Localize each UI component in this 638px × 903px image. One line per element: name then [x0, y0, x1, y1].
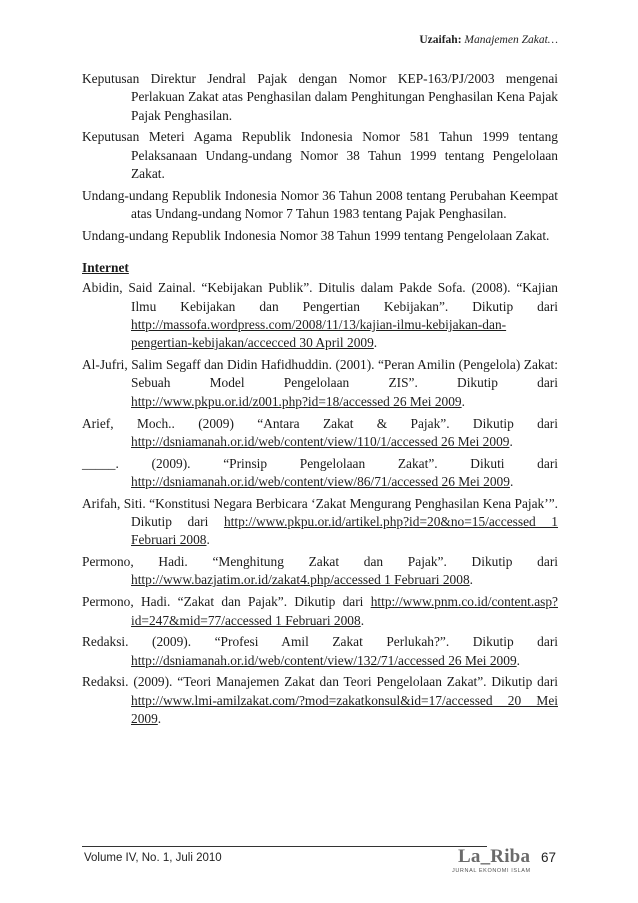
- internet-section-title: Internet: [82, 260, 129, 276]
- internet-reference: [82, 593, 558, 630]
- header-title: Manajemen Zakat…: [464, 34, 558, 46]
- reference-end: .: [509, 473, 514, 489]
- reference-end: .: [373, 335, 378, 351]
- internet-reference: [82, 633, 558, 670]
- footer-divider: [82, 846, 487, 847]
- reference-text: Abidin, Said Zainal. “Kebijakan Publik”. Ditulis dalam Pakde Sofa. (2008). “Kajian Ilmu Kebijakan dan Pengertian Kebijakan”. Dikutip dari: [82, 280, 558, 314]
- internet-reference: [82, 455, 558, 492]
- reference-text: Al-Jufri, Salim Segaff dan Didin Hafidhuddin. (2001). “Peran Amilin (Pengelola) Zakat: Sebuah Model Pengelolaan ZIS”. Dikutip dari: [82, 357, 558, 391]
- reference-end: .: [509, 433, 513, 449]
- journal-logo-subtitle: JURNAL EKONOMI ISLAM: [452, 868, 531, 874]
- header-author: Uzaifah:: [419, 34, 462, 46]
- internet-reference: [82, 553, 558, 590]
- journal-logo-text: La_Riba: [458, 846, 531, 867]
- internet-reference: [82, 495, 558, 550]
- reference-link[interactable]: http://dsniamanah.or.id/web/content/view/110/1/accessed 26 Mei 2009: [131, 433, 510, 449]
- legal-reference: Undang-undang Republik Indonesia Nomor 36 Tahun 2008 tentang Perubahan Keempat atas Undang-undang Nomor 7 Tahun 1983 tentang Pajak Penghasilan.: [82, 187, 558, 222]
- reference-text: _____. (2009). “Prinsip Pengelolaan Zakat”. Dikuti dari: [82, 455, 558, 471]
- reference-link[interactable]: http://www.pnm.co.id/content.asp?id=247&mid=77/accessed 1 Februari 2008: [131, 594, 558, 628]
- reference-text: Arifah, Siti. “Konstitusi Negara Berbicara ‘Zakat Mengurang Penghasilan Kena Pajak’”. Dikutip dari: [82, 495, 558, 530]
- legal-reference: Keputusan Direktur Jendral Pajak dengan Nomor KEP-163/PJ/2003 mengenai Perlakuan Zakat atas Penghasilan dalam Penghitungan Penghasilan Kena Pajak Pajak Penghasilan.: [82, 71, 558, 123]
- reference-end: .: [206, 532, 210, 548]
- reference-end: .: [469, 572, 474, 588]
- internet-reference: [82, 279, 558, 352]
- reference-text: Permono, Hadi. “Menghitung Zakat dan Pajak”. Dikutip dari: [82, 554, 558, 570]
- reference-text: Arief, Moch.. (2009) “Antara Zakat & Pajak”. Dikutip dari: [82, 415, 558, 431]
- legal-reference: Keputusan Meteri Agama Republik Indonesia Nomor 581 Tahun 1999 tentang Pelaksanaan Undang-undang Nomor 38 Tahun 1999 tentang Pengelolaan Zakat.: [82, 129, 558, 181]
- running-header: [419, 34, 558, 46]
- reference-link[interactable]: http://www.bazjatim.or.id/zakat4.php/accessed 1 Februari 2008: [131, 572, 470, 588]
- page-number: 67: [541, 850, 557, 865]
- reference-end: .: [516, 652, 521, 668]
- footer-volume: Volume IV, No. 1, Juli 2010: [84, 852, 222, 864]
- internet-reference: [82, 673, 558, 728]
- reference-text: Permono, Hadi. “Zakat dan Pajak”. Dikutip dari: [82, 594, 371, 610]
- reference-link[interactable]: http://dsniamanah.or.id/web/content/view/132/71/accessed 26 Mei 2009: [131, 652, 517, 668]
- reference-end: .: [157, 711, 162, 726]
- references-body: [82, 70, 558, 732]
- reference-link[interactable]: http://www.lmi-amilzakat.com/?mod=zakatkonsul&id=17/accessed 20 Mei 2009: [131, 692, 558, 726]
- reference-end: .: [461, 393, 465, 409]
- legal-reference: Undang-undang Republik Indonesia Nomor 38 Tahun 1999 tentang Pengelolaan Zakat.: [82, 227, 550, 243]
- reference-link[interactable]: http://www.pkpu.or.id/artikel.php?id=20&no=15/accessed 1 Februari 2008: [131, 514, 559, 548]
- reference-link[interactable]: http://www.pkpu.or.id/z001.php?id=18/accessed 26 Mei 2009: [131, 393, 462, 409]
- internet-reference: [82, 415, 558, 452]
- reference-text: Redaksi. (2009). “Teori Manajemen Zakat dan Teori Pengelolaan Zakat”. Dikutip dari: [82, 674, 558, 690]
- reference-text: Redaksi. (2009). “Profesi Amil Zakat Perlukah?”. Dikutip dari: [82, 634, 558, 650]
- reference-link[interactable]: http://massofa.wordpress.com/2008/11/13/kajian-ilmu-kebijakan-dan-pengertian-kebijakan/accecced 30 April 2009: [131, 317, 507, 351]
- reference-link[interactable]: http://dsniamanah.or.id/web/content/view/86/71/accessed 26 Mei 2009: [131, 473, 510, 489]
- journal-logo: [450, 846, 540, 880]
- internet-reference: [82, 356, 558, 411]
- reference-end: .: [360, 612, 365, 628]
